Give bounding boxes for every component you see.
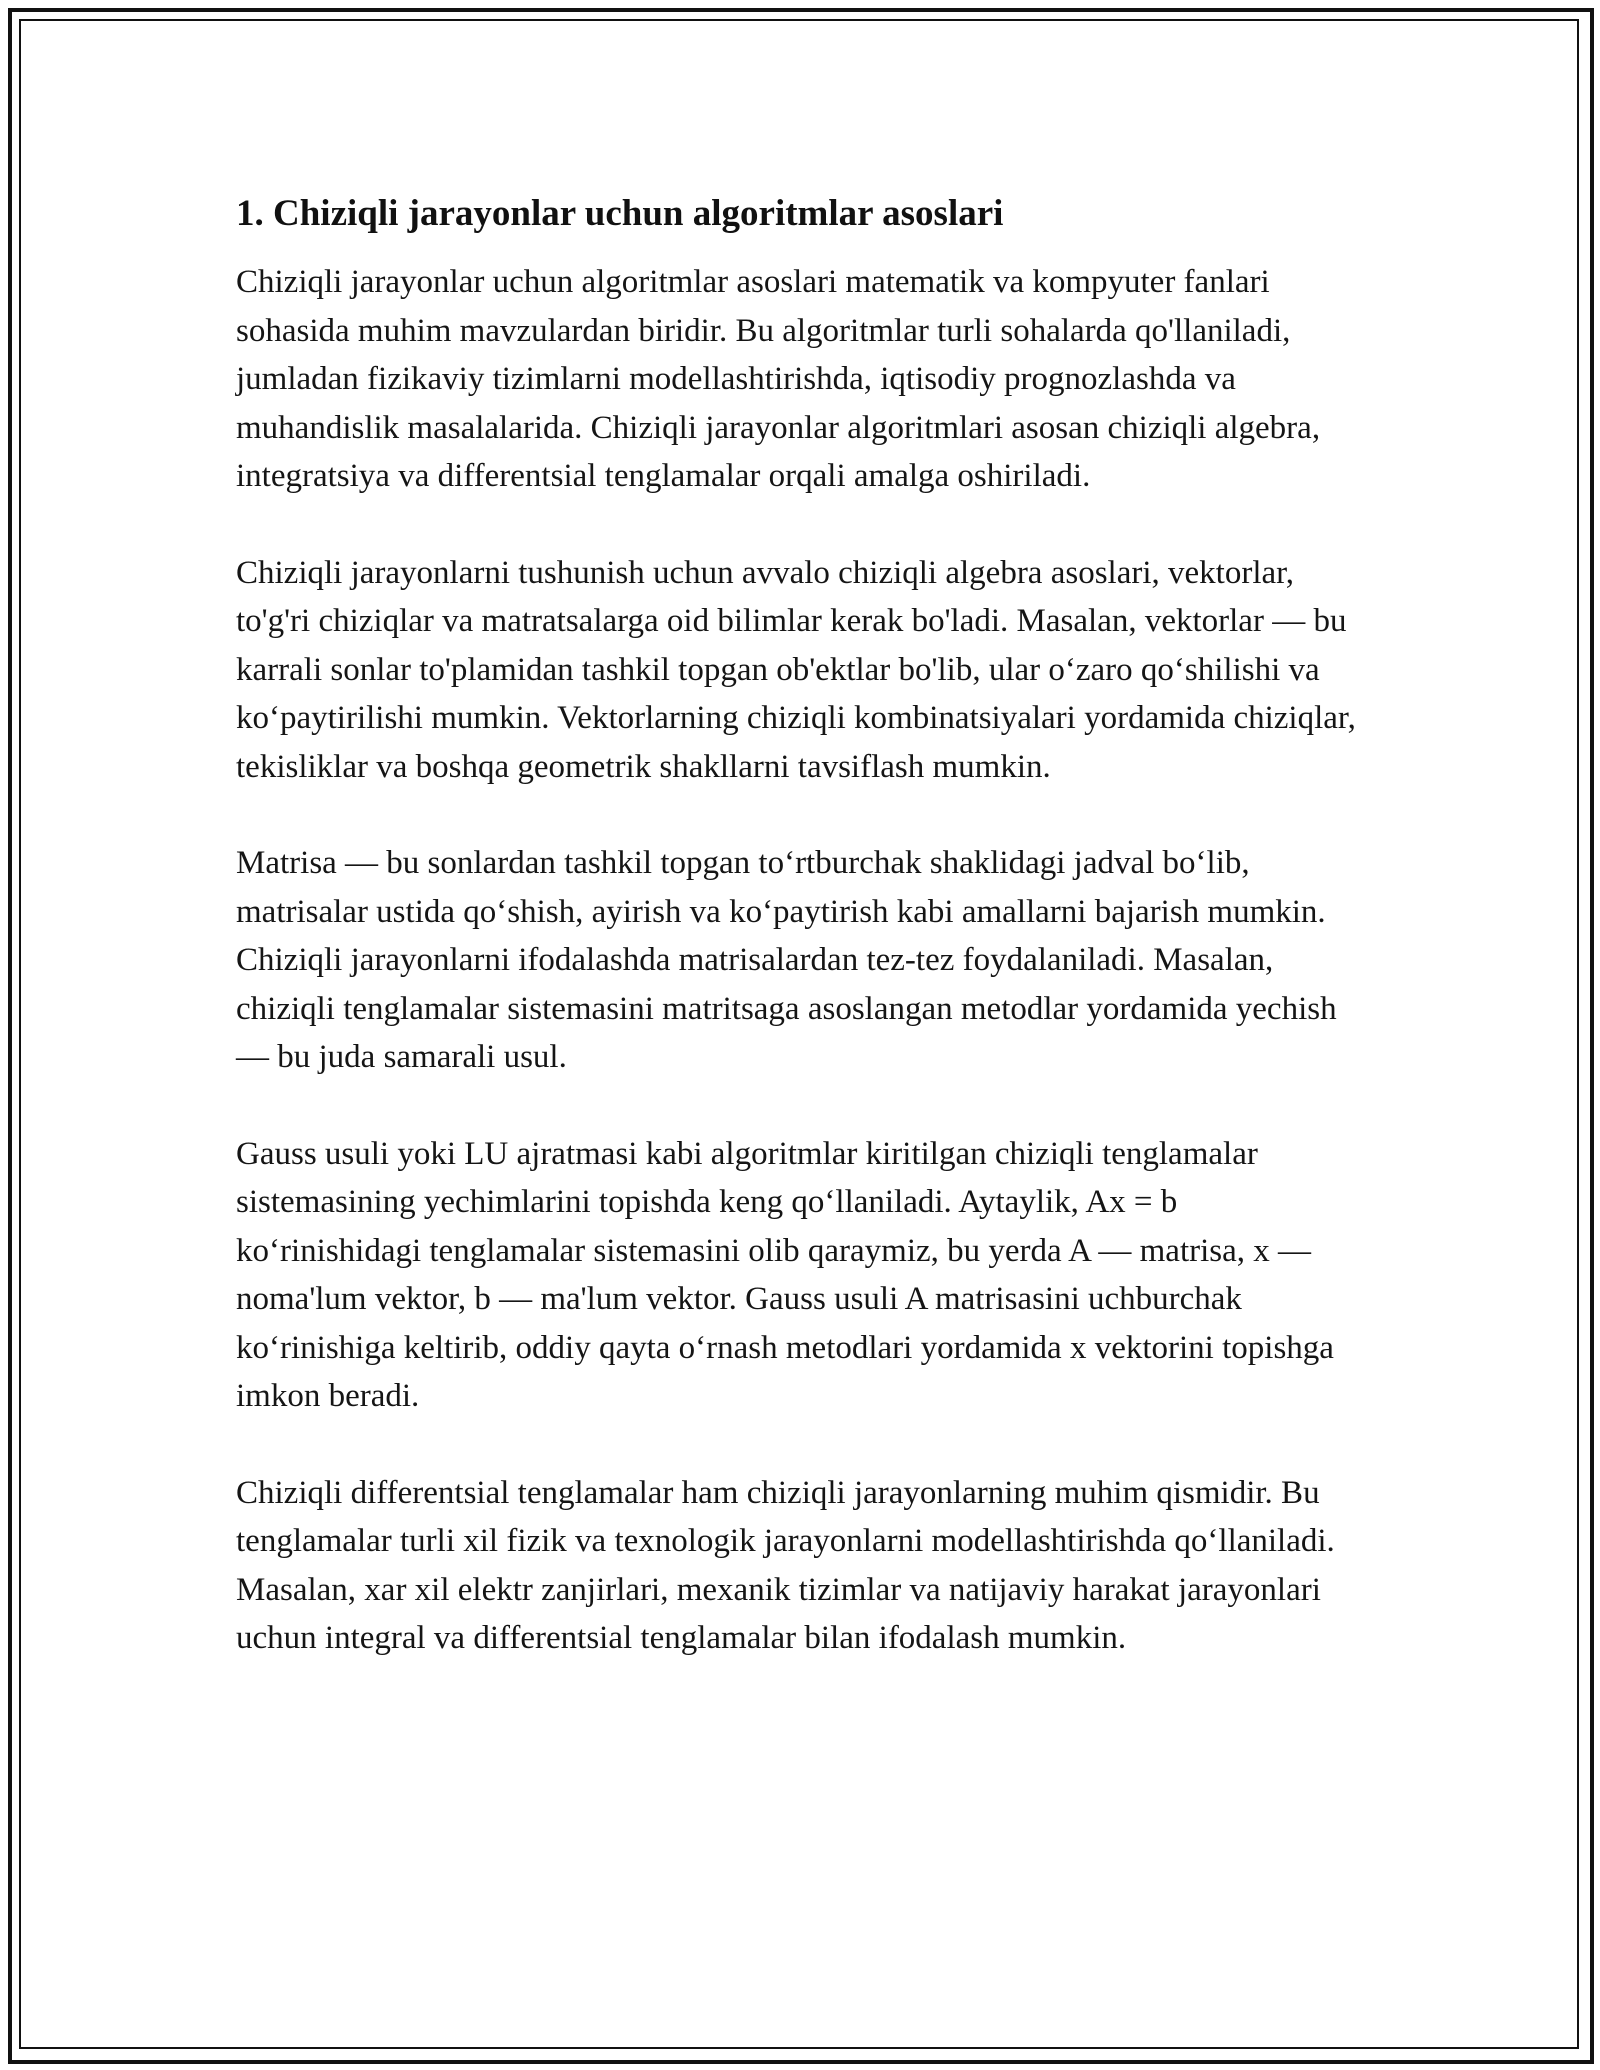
paragraph-intro: Chiziqli jarayonlar uchun algoritmlar asoslari matematik va kompyuter fanlari sohasida muhim mavzulardan biridir. Bu algoritmlar turli sohalarda qo'llaniladi, jumladan fizikaviy tizimlarni modellashtirishda, iqtisodiy prognozlashda va muhandislik masalalarida. Chiziqli jarayonlar algoritmlari asosan chiziqli algebra, integratsiya va differentsial tenglamalar orqali amalga oshiriladi. [236,264,1321,494]
paragraph-gauss: Gauss usuli yoki LU ajratmasi kabi algoritmlar kiritilgan chiziqli tenglamalar sistemasining yechimlarini topishda keng qo‘llaniladi. Aytaylik, Ax = b ko‘rinishidagi tenglamalar sistemasini olib qaraymiz, bu yerda A — matrisa, x — noma'lum vektor, b — ma'lum vektor. Gauss usuli A matrisasini uchburchak ko‘rinishiga keltirib, oddiy qayta o‘rnash metodlari yordamida x vektorini topishga imkon beradi. [236,1135,1334,1414]
paragraph-matrices: Matrisa — bu sonlardan tashkil topgan to‘rtburchak shaklidagi jadval bo‘lib, matrisalar ustida qo‘shish, ayirish va ko‘paytirish kabi amallarni bajarish mumkin. Chiziqli jarayonlarni ifodalashda matrisalardan tez-tez foydalaniladi. Masalan, chiziqli tenglamalar sistemasini matritsaga asoslangan metodlar yordamida yechish — bu juda samarali usul. [236,845,1337,1075]
document-body [236,180,1366,1711]
section-heading: 1. Chiziqli jarayonlar uchun algoritmlar asoslari [236,193,1004,234]
paragraph-differential: Chiziqli differentsial tenglamalar ham chiziqli jarayonlarning muhim qismidir. Bu tenglamalar turli xil fizik va texnologik jarayonlarni modellashtirishda qo‘llaniladi. Masalan, xar xil elektr zanjirlari, mexanik tizimlar va natijaviy harakat jarayonlari uchun integral va differentsial tenglamalar bilan ifodalash mumkin. [236,1474,1335,1656]
paragraph-vectors: Chiziqli jarayonlarni tushunish uchun avvalo chiziqli algebra asoslari, vektorlar, to'g'ri chiziqlar va matratsalarga oid bilimlar kerak bo'ladi. Masalan, vektorlar — bu karrali sonlar to'plamidan tashkil topgan ob'ektlar bo'lib, ular o‘zaro qo‘shilishi va ko‘paytirilishi mumkin. Vektorlarning chiziqli kombinatsiyalari yordamida chiziqlar, tekisliklar va boshqa geometrik shakllarni tavsiflash mumkin. [236,554,1356,785]
